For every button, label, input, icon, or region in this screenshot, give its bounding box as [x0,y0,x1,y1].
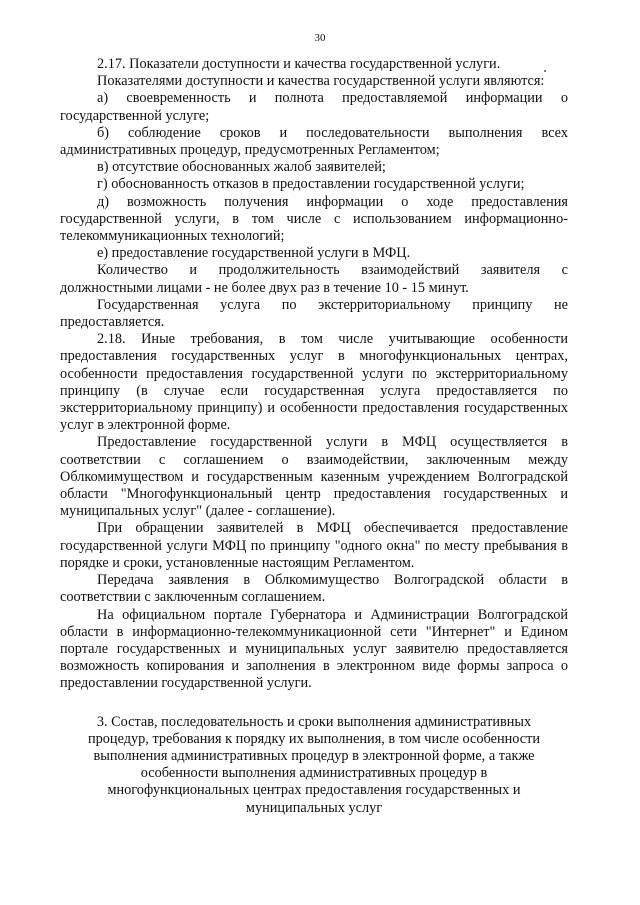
paragraph-portal: На официальном портале Губернатора и Администрации Волгоградской области в информационно-телекоммуникационной сети "Интернет" и Едином портале государственных и муниципальных услуг заявителю предоставляется возможность копирования и заполнения в электронном виде формы запроса о предоставлении государственной услуги. [60,606,568,692]
list-item-g: г) обоснованность отказов в предоставлении государственной услуги; [97,176,525,193]
section-heading-line: муниципальных услуг [245,799,383,816]
list-item-d: д) возможность получения информации о ходе предоставления государственной услуги, в том числе с использованием информационно-телекоммуникационных технологий; [60,193,568,245]
section-heading-line: выполнения административных процедур в электронной форме, а также [93,747,535,764]
document-body [60,56,568,817]
list-item-b: б) соблюдение сроков и последовательности выполнения всех административных процедур, предусмотренных Регламентом; [60,124,568,159]
paragraph-indicators-intro: Показателями доступности и качества государственной услуги являются: [97,73,545,90]
paragraph-interactions-count: Количество и продолжительность взаимодействий заявителя с должностными лицами - не более двух раз в течение 10 - 15 минут. [60,262,568,296]
paragraph-transfer: Передача заявления в Облкомимущество Волгоградской области в соответствии с заключенным соглашением. [60,572,568,606]
section-heading-line: процедур, требования к порядку их выполнения, в том числе особенности [87,730,541,747]
list-item-a: а) своевременность и полнота предоставляемой информации о государственной услуге; [60,90,568,124]
section-heading-line: 3. Состав, последовательность и сроки выполнения административных [96,713,532,730]
paragraph-mfc-agreement: Предоставление государственной услуги в МФЦ осуществляется в соответствии с соглашением о взаимодействии, заключенным между Облкомимуществом и государственным казенным учреждением Волгоградской области "Многофункциональный центр предоставления государственных и муниципальных услуг" (далее - соглашение). [60,434,568,520]
paragraph-2-17-title: 2.17. Показатели доступности и качества государственной услуги. [97,56,501,72]
paragraph-2-18-title: 2.18. Иные требования, в том числе учитывающие особенности предоставления государственных услуг в многофункциональных центрах, особенности предоставления государственной услуги по экстерриториальному принципу (в случае если государственная услуга предоставляется по экстерриториальному принципу) и особенности предоставления государственных услуг в электронной форме. [60,331,568,434]
list-item-v: в) отсутствие обоснованных жалоб заявителей; [97,159,386,176]
paragraph-extraterritorial: Государственная услуга по экстерриториальному принципу не предоставляется. [60,296,568,331]
list-item-e: е) предоставление государственной услуги в МФЦ. [97,245,411,262]
section-3-heading [60,714,568,817]
section-heading-line: особенности выполнения административных процедур в [140,765,488,782]
section-heading-line: многофункциональных центрах предоставления государственных и [107,782,521,799]
section-gap [60,693,568,714]
page-number: 30 [314,32,326,44]
paragraph-one-window: При обращении заявителей в МФЦ обеспечивается предоставление государственной услуги МФЦ по принципу "одного окна" по месту пребывания в порядке и сроки, установленные настоящим Регламентом. [60,520,568,571]
